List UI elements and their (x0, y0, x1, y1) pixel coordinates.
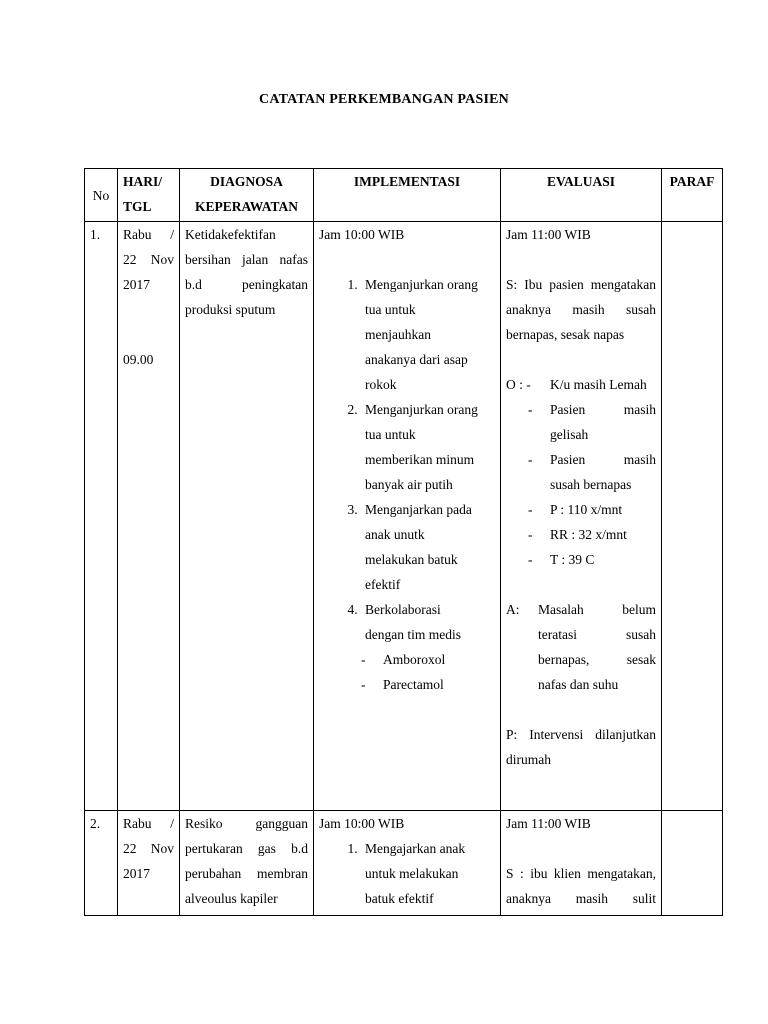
paraf-cell (662, 222, 723, 811)
table-row (85, 222, 723, 811)
eval-o-item: - RR : 32 x/mnt (528, 522, 656, 547)
eval-a-line: nafas dan suhu (538, 677, 619, 692)
implementasi-cell (314, 222, 501, 811)
hari-line: Rabu / (123, 816, 174, 831)
eval-o-item: - P : 110 x/mnt (528, 497, 656, 522)
evaluasi-cell (501, 811, 662, 916)
header-diagnosa (180, 169, 314, 222)
year-line: 2017 (123, 866, 150, 881)
impl-line: tua untuk (365, 427, 416, 442)
year-line: 2017 (123, 277, 150, 292)
impl-line: tua untuk (365, 302, 416, 317)
eval-o-list (506, 397, 656, 572)
date-line: 22 Nov (123, 252, 174, 267)
impl-line: menjauhkan (365, 327, 431, 342)
header-implementasi: IMPLEMENTASI (314, 169, 501, 222)
impl-item (361, 836, 495, 911)
diagnosa-cell (180, 811, 314, 916)
eval-o-first (506, 372, 656, 397)
impl-item (361, 397, 495, 497)
progress-table (84, 168, 723, 916)
header-hari-tgl (118, 169, 180, 222)
eval-a-label: A: (506, 602, 520, 617)
time-line: 09.00 (123, 352, 154, 367)
eval-a-line: bernapas, sesak (538, 652, 656, 667)
hari-tgl-cell (118, 222, 180, 811)
document-title: CATATAN PERKEMBANGAN PASIEN (259, 92, 509, 107)
impl-line: banyak air putih (365, 477, 453, 492)
eval-p-line: P: Intervensi dilanjutkan (506, 727, 656, 742)
eval-time: Jam 11:00 WIB (506, 816, 591, 831)
header-tgl-line: TGL (123, 199, 152, 214)
impl-line: dengan tim medis (365, 627, 461, 642)
eval-o-line: gelisah (550, 427, 589, 442)
header-paraf: PARAF (662, 169, 723, 222)
header-diagnosa-line: DIAGNOSA (210, 174, 283, 189)
eval-o-line: - Pasien masih (550, 452, 656, 467)
impl-line: anak unutk (365, 527, 425, 542)
paraf-cell (662, 811, 723, 916)
eval-o-item (528, 447, 656, 497)
header-no: No (85, 169, 118, 222)
table-row (85, 811, 723, 916)
impl-time: Jam 10:00 WIB (319, 816, 405, 831)
eval-p-line: dirumah (506, 752, 551, 767)
eval-o-item: - T : 39 C (528, 547, 656, 572)
header-keperawatan-line: KEPERAWATAN (194, 199, 298, 214)
date-line: 22 Nov (123, 841, 174, 856)
eval-o-item (528, 397, 656, 447)
medication-list (319, 647, 495, 697)
eval-a-line: Masalah belum (538, 602, 656, 617)
impl-line: 3. Menganjarkan pada (365, 502, 472, 517)
impl-line: 4. Berkolaborasi (365, 602, 441, 617)
implementasi-cell (314, 811, 501, 916)
header-evaluasi: EVALUASI (501, 169, 662, 222)
impl-line: melakukan batuk (365, 552, 458, 567)
impl-line: untuk melakukan (365, 866, 459, 881)
hari-line: Rabu / (123, 227, 174, 242)
impl-line: 1. Menganjurkan orang (365, 277, 478, 292)
impl-line: 1. Mengajarkan anak (365, 841, 466, 856)
evaluasi-cell (501, 222, 662, 811)
diagnosa-line: produksi sputum (185, 302, 276, 317)
impl-line: anakanya dari asap (365, 352, 468, 367)
diagnosa-line: Ketidakefektifan (185, 227, 276, 242)
diagnosa-line: alveoulus kapiler (185, 891, 278, 906)
hari-tgl-cell (118, 811, 180, 916)
eval-a-rest (506, 622, 656, 697)
medication-item: - Parectamol (361, 672, 495, 697)
eval-s-line: S : ibu klien mengatakan, (506, 866, 656, 881)
eval-a-line: teratasi susah (538, 627, 656, 642)
impl-time: Jam 10:00 WIB (319, 227, 405, 242)
impl-item (361, 497, 495, 597)
eval-a-block (506, 597, 656, 622)
eval-s-line: anaknya masih sulit (506, 891, 656, 906)
medication-item: - Amboroxol (361, 647, 495, 672)
eval-o-line: - Pasien masih (550, 402, 656, 417)
row-number: 2. (85, 811, 118, 916)
eval-o-line: susah bernapas (550, 477, 632, 492)
diagnosa-line: bersihan jalan nafas (185, 252, 308, 267)
impl-line: batuk efektif (365, 891, 434, 906)
eval-o-item: K/u masih Lemah (550, 377, 647, 392)
impl-line: rokok (365, 377, 397, 392)
diagnosa-cell (180, 222, 314, 811)
impl-line: 2. Menganjurkan orang (365, 402, 478, 417)
diagnosa-line: b.d peningkatan (185, 277, 308, 292)
eval-o-label: O : - (506, 377, 531, 392)
impl-line: memberikan minum (365, 452, 475, 467)
diagnosa-line: perubahan membran (185, 866, 308, 881)
impl-list (319, 272, 495, 647)
row-number: 1. (85, 222, 118, 811)
impl-item (361, 272, 495, 397)
eval-time: Jam 11:00 WIB (506, 227, 591, 242)
diagnosa-line: pertukaran gas b.d (185, 841, 308, 856)
eval-s-line: anaknya masih susah (506, 302, 656, 317)
impl-list (319, 836, 495, 911)
header-hari-line: HARI/ (123, 174, 163, 189)
eval-s-line: bernapas, sesak napas (506, 327, 625, 342)
impl-item (361, 597, 495, 647)
header-row (85, 169, 723, 222)
eval-s-line: S: Ibu pasien mengatakan (506, 277, 656, 292)
diagnosa-line: Resiko gangguan (185, 816, 308, 831)
impl-line: efektif (365, 577, 401, 592)
